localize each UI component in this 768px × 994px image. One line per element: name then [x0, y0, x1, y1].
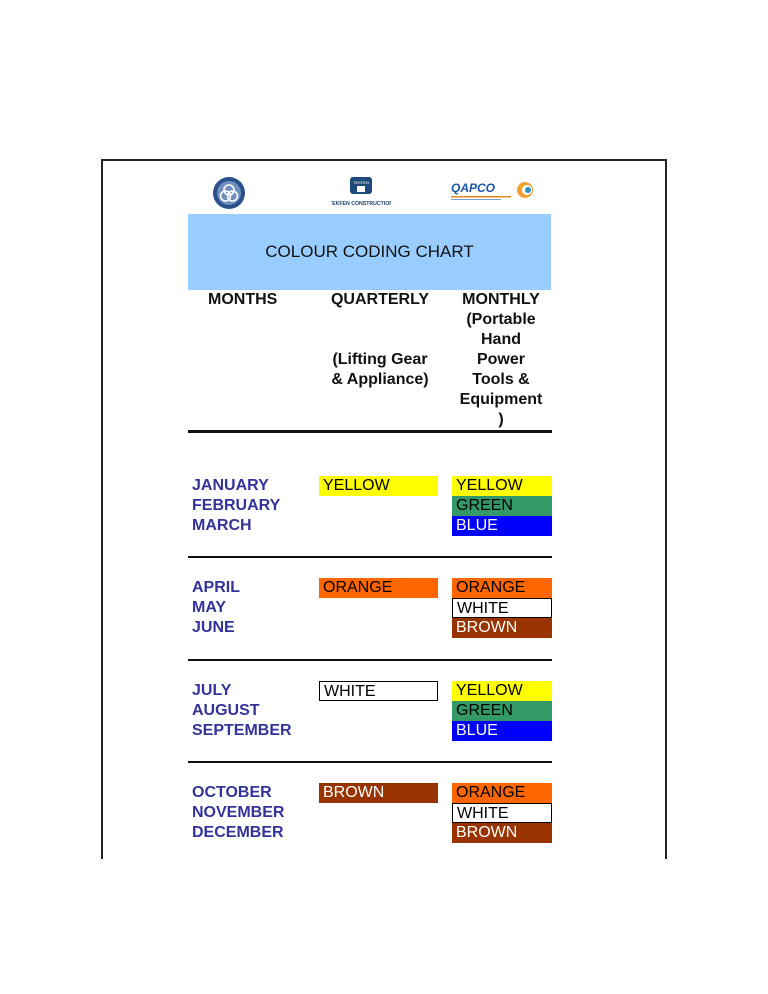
- header-monthly-line: Power: [476, 351, 525, 368]
- header-divider: [188, 430, 552, 433]
- group-divider: [188, 659, 552, 661]
- header-quarterly-sub-line2: & Appliance): [331, 371, 429, 388]
- quarterly-colour-q4: BROWN: [319, 783, 438, 803]
- month-label: DECEMBER: [192, 824, 284, 841]
- header-months: MONTHS: [208, 291, 278, 308]
- group-divider: [188, 761, 552, 763]
- chart-title: COLOUR CODING CHART: [188, 214, 551, 290]
- header-monthly-line: MONTHLY: [462, 291, 540, 308]
- header-monthly-line: Equipment: [459, 391, 543, 408]
- month-label: MARCH: [192, 517, 252, 534]
- month-label: FEBRUARY: [192, 497, 281, 514]
- month-label: JUNE: [192, 619, 235, 636]
- month-label: JANUARY: [192, 477, 269, 494]
- monthly-colour: WHITE: [452, 803, 552, 823]
- month-label: AUGUST: [192, 702, 260, 719]
- quarterly-colour-q1: YELLOW: [319, 476, 438, 496]
- monthly-colour: BLUE: [452, 516, 552, 536]
- monthly-colour: YELLOW: [452, 476, 552, 496]
- monthly-colour: BLUE: [452, 721, 552, 741]
- tekfen-wordmark: TEKFEN CONSTRUCTION: [331, 201, 391, 207]
- months-group-q1: [192, 476, 280, 536]
- quarterly-colour-q3: WHITE: [319, 681, 438, 701]
- month-label: NOVEMBER: [192, 804, 285, 821]
- header-monthly: [452, 290, 550, 430]
- monthly-colour: BROWN: [452, 823, 552, 843]
- header-monthly-line: ): [498, 411, 504, 428]
- monthly-colour: GREEN: [452, 701, 552, 721]
- emblem-logo: [212, 176, 246, 210]
- month-label: OCTOBER: [192, 784, 272, 801]
- monthly-colour: BROWN: [452, 618, 552, 638]
- quarterly-colour-q2: ORANGE: [319, 578, 438, 598]
- header-monthly-line: Tools &: [472, 371, 530, 388]
- month-label: MAY: [192, 599, 227, 616]
- month-label: JULY: [192, 682, 232, 699]
- months-group-q4: [192, 783, 284, 843]
- month-label: SEPTEMBER: [192, 722, 292, 739]
- months-group-q3: [192, 681, 292, 741]
- months-group-q2: [192, 578, 240, 638]
- qapco-wordmark: QAPCO: [451, 181, 496, 195]
- tekfen-logo: [331, 176, 391, 208]
- monthly-colour: GREEN: [452, 496, 552, 516]
- month-label: APRIL: [192, 579, 240, 596]
- tekfen-badge-text: TEKFEN: [353, 180, 369, 185]
- monthly-colour: ORANGE: [452, 783, 552, 803]
- header-quarterly-sub-line1: (Lifting Gear: [332, 351, 428, 368]
- header-quarterly: QUARTERLY: [330, 291, 430, 308]
- header-monthly-line: (Portable: [466, 311, 536, 328]
- monthly-colour: YELLOW: [452, 681, 552, 701]
- qapco-logo: [449, 178, 535, 206]
- monthly-colour: WHITE: [452, 598, 552, 618]
- monthly-colour: ORANGE: [452, 578, 552, 598]
- header-quarterly-subtitle: [322, 350, 438, 390]
- header-monthly-line: Hand: [481, 331, 521, 348]
- group-divider: [188, 556, 552, 558]
